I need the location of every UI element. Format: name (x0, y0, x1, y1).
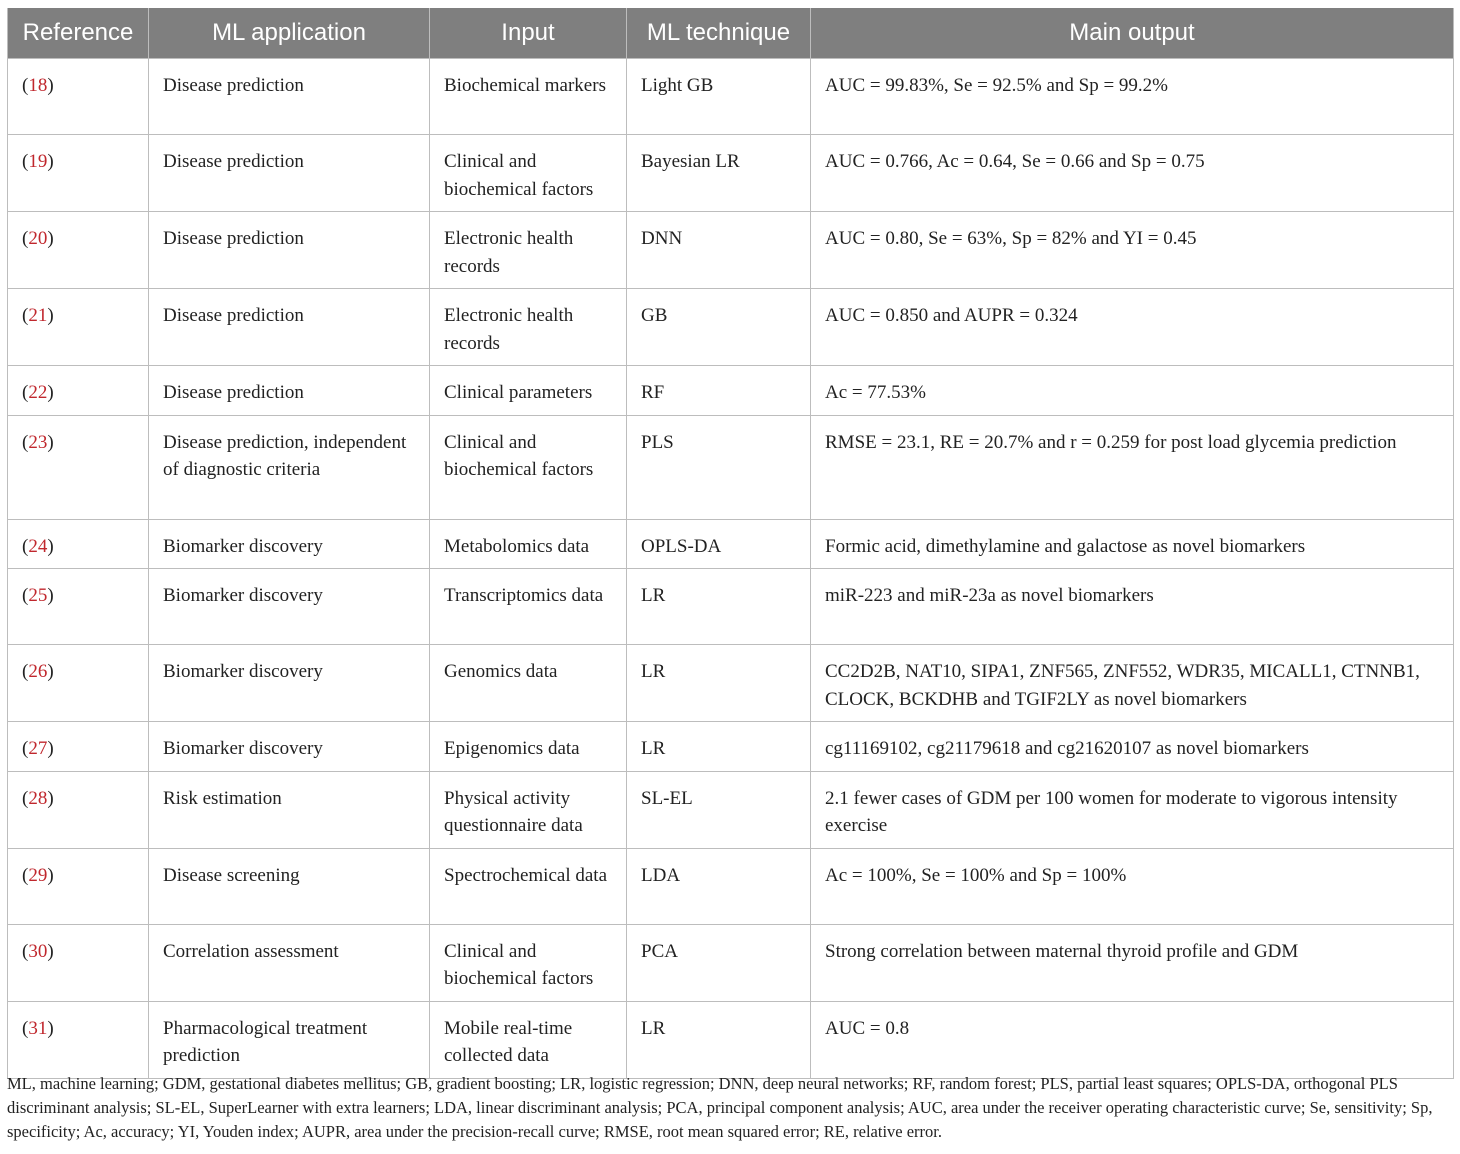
main-output-cell: AUC = 0.80, Se = 63%, Sp = 82% and YI = 0.45 (811, 212, 1454, 289)
ml-application-cell: Disease prediction (149, 59, 430, 135)
table-row (8, 848, 1454, 924)
ml-technique-cell: Bayesian LR (627, 135, 811, 212)
reference-link[interactable]: 31 (28, 1017, 48, 1039)
reference-cell: (19) (8, 135, 149, 212)
reference-link[interactable]: 28 (28, 787, 48, 809)
reference-link[interactable]: 24 (28, 535, 48, 557)
header-main-output: Main output (811, 8, 1454, 59)
main-output-cell: RMSE = 23.1, RE = 20.7% and r = 0.259 for post load glycemia prediction (811, 415, 1454, 519)
input-cell: Clinical and biochemical factors (430, 135, 627, 212)
ml-technique-cell: PCA (627, 924, 811, 1001)
main-output-cell: 2.1 fewer cases of GDM per 100 women for moderate to vigorous intensity exercise (811, 771, 1454, 848)
table-row (8, 1001, 1454, 1078)
ml-technique-cell: DNN (627, 212, 811, 289)
reference-cell: (29) (8, 848, 149, 924)
ml-application-cell: Biomarker discovery (149, 569, 430, 645)
table-row (8, 924, 1454, 1001)
input-cell: Epigenomics data (430, 722, 627, 772)
ml-technique-cell: Light GB (627, 59, 811, 135)
input-cell: Physical activity questionnaire data (430, 771, 627, 848)
header-row (8, 8, 1454, 59)
ml-application-cell: Disease prediction (149, 212, 430, 289)
input-cell: Mobile real-time collected data (430, 1001, 627, 1078)
main-output-cell: Formic acid, dimethylamine and galactose as novel biomarkers (811, 519, 1454, 569)
reference-cell: (25) (8, 569, 149, 645)
ml-application-cell: Biomarker discovery (149, 722, 430, 772)
ml-application-cell: Disease screening (149, 848, 430, 924)
reference-cell: (20) (8, 212, 149, 289)
main-output-cell: cg11169102, cg21179618 and cg21620107 as novel biomarkers (811, 722, 1454, 772)
ml-technique-cell: LDA (627, 848, 811, 924)
reference-link[interactable]: 30 (28, 940, 48, 962)
ml-application-cell: Biomarker discovery (149, 519, 430, 569)
results-table (7, 8, 1454, 1079)
header-reference: Reference (8, 8, 149, 59)
table-row (8, 366, 1454, 416)
input-cell: Biochemical markers (430, 59, 627, 135)
ml-application-cell: Correlation assessment (149, 924, 430, 1001)
reference-cell: (18) (8, 59, 149, 135)
ml-technique-cell: RF (627, 366, 811, 416)
reference-cell: (21) (8, 289, 149, 366)
main-output-cell: AUC = 99.83%, Se = 92.5% and Sp = 99.2% (811, 59, 1454, 135)
table-body (8, 59, 1454, 1079)
input-cell: Metabolomics data (430, 519, 627, 569)
reference-cell: (26) (8, 645, 149, 722)
footnote: ML, machine learning; GDM, gestational diabetes mellitus; GB, gradient boosting; LR, logistic regression; DNN, deep neural networks; RF, random forest; PLS, partial least squares; OPLS-DA, orthogonal PLS discriminant analysis; SL-EL, SuperLearner with extra learners; LDA, linear discriminant analysis; PCA, principal component analysis; AUC, area under the receiver operating characteristic curve; Se, sensitivity; Sp, specificity; Ac, accuracy; YI, Youden index; AUPR, area under the precision-recall curve; RMSE, root mean squared error; RE, relative error. (7, 1074, 1433, 1141)
main-output-cell: AUC = 0.8 (811, 1001, 1454, 1078)
table-row (8, 645, 1454, 722)
main-output-cell: Ac = 77.53% (811, 366, 1454, 416)
table-row (8, 135, 1454, 212)
ml-technique-cell: LR (627, 569, 811, 645)
reference-link[interactable]: 20 (28, 228, 48, 249)
input-cell: Clinical parameters (430, 366, 627, 416)
reference-link[interactable]: 22 (28, 382, 48, 403)
table-container (7, 8, 1453, 1079)
ml-application-cell: Disease prediction (149, 289, 430, 366)
ml-technique-cell: LR (627, 1001, 811, 1078)
table-row (8, 722, 1454, 772)
table-row (8, 415, 1454, 519)
table-row (8, 212, 1454, 289)
ml-technique-cell: PLS (627, 415, 811, 519)
ml-technique-cell: LR (627, 722, 811, 772)
input-cell: Electronic health records (430, 212, 627, 289)
reference-link[interactable]: 21 (28, 305, 48, 326)
input-cell: Electronic health records (430, 289, 627, 366)
ml-technique-cell: SL-EL (627, 771, 811, 848)
reference-cell: (27) (8, 722, 149, 772)
header-ml-application: ML application (149, 8, 430, 59)
ml-technique-cell: LR (627, 645, 811, 722)
table-row (8, 289, 1454, 366)
main-output-cell: AUC = 0.850 and AUPR = 0.324 (811, 289, 1454, 366)
ml-application-cell: Biomarker discovery (149, 645, 430, 722)
main-output-cell: Ac = 100%, Se = 100% and Sp = 100% (811, 848, 1454, 924)
main-output-cell: miR-223 and miR-23a as novel biomarkers (811, 569, 1454, 645)
ml-application-cell: Disease prediction (149, 366, 430, 416)
reference-link[interactable]: 19 (28, 151, 48, 172)
header-ml-technique: ML technique (627, 8, 811, 59)
input-cell: Clinical and biochemical factors (430, 415, 627, 519)
main-output-cell: Strong correlation between maternal thyroid profile and GDM (811, 924, 1454, 1001)
ml-application-cell: Disease prediction (149, 135, 430, 212)
reference-link[interactable]: 25 (28, 585, 48, 606)
table-row (8, 519, 1454, 569)
input-cell: Transcriptomics data (430, 569, 627, 645)
reference-cell: (28) (8, 771, 149, 848)
reference-link[interactable]: 27 (28, 738, 48, 759)
header-input: Input (430, 8, 627, 59)
input-cell: Genomics data (430, 645, 627, 722)
ml-application-cell: Disease prediction, independent of diagnostic criteria (149, 415, 430, 519)
reference-cell: (31) (8, 1001, 149, 1078)
ml-application-cell: Pharmacological treatment prediction (149, 1001, 430, 1078)
reference-cell: (22) (8, 366, 149, 416)
table-row (8, 771, 1454, 848)
ml-technique-cell: OPLS-DA (627, 519, 811, 569)
reference-link[interactable]: 18 (28, 75, 48, 96)
reference-link[interactable]: 29 (28, 864, 48, 886)
table-row (8, 59, 1454, 135)
reference-cell: (23) (8, 415, 149, 519)
ml-technique-cell: GB (627, 289, 811, 366)
reference-cell: (30) (8, 924, 149, 1001)
reference-link[interactable]: 26 (28, 661, 48, 682)
table-row (8, 569, 1454, 645)
main-output-cell: CC2D2B, NAT10, SIPA1, ZNF565, ZNF552, WDR35, MICALL1, CTNNB1, CLOCK, BCKDHB and TGIF2LY as novel biomarkers (811, 645, 1454, 722)
reference-cell: (24) (8, 519, 149, 569)
input-cell: Spectrochemical data (430, 848, 627, 924)
ml-application-cell: Risk estimation (149, 771, 430, 848)
input-cell: Clinical and biochemical factors (430, 924, 627, 1001)
reference-link[interactable]: 23 (28, 431, 48, 453)
main-output-cell: AUC = 0.766, Ac = 0.64, Se = 0.66 and Sp = 0.75 (811, 135, 1454, 212)
